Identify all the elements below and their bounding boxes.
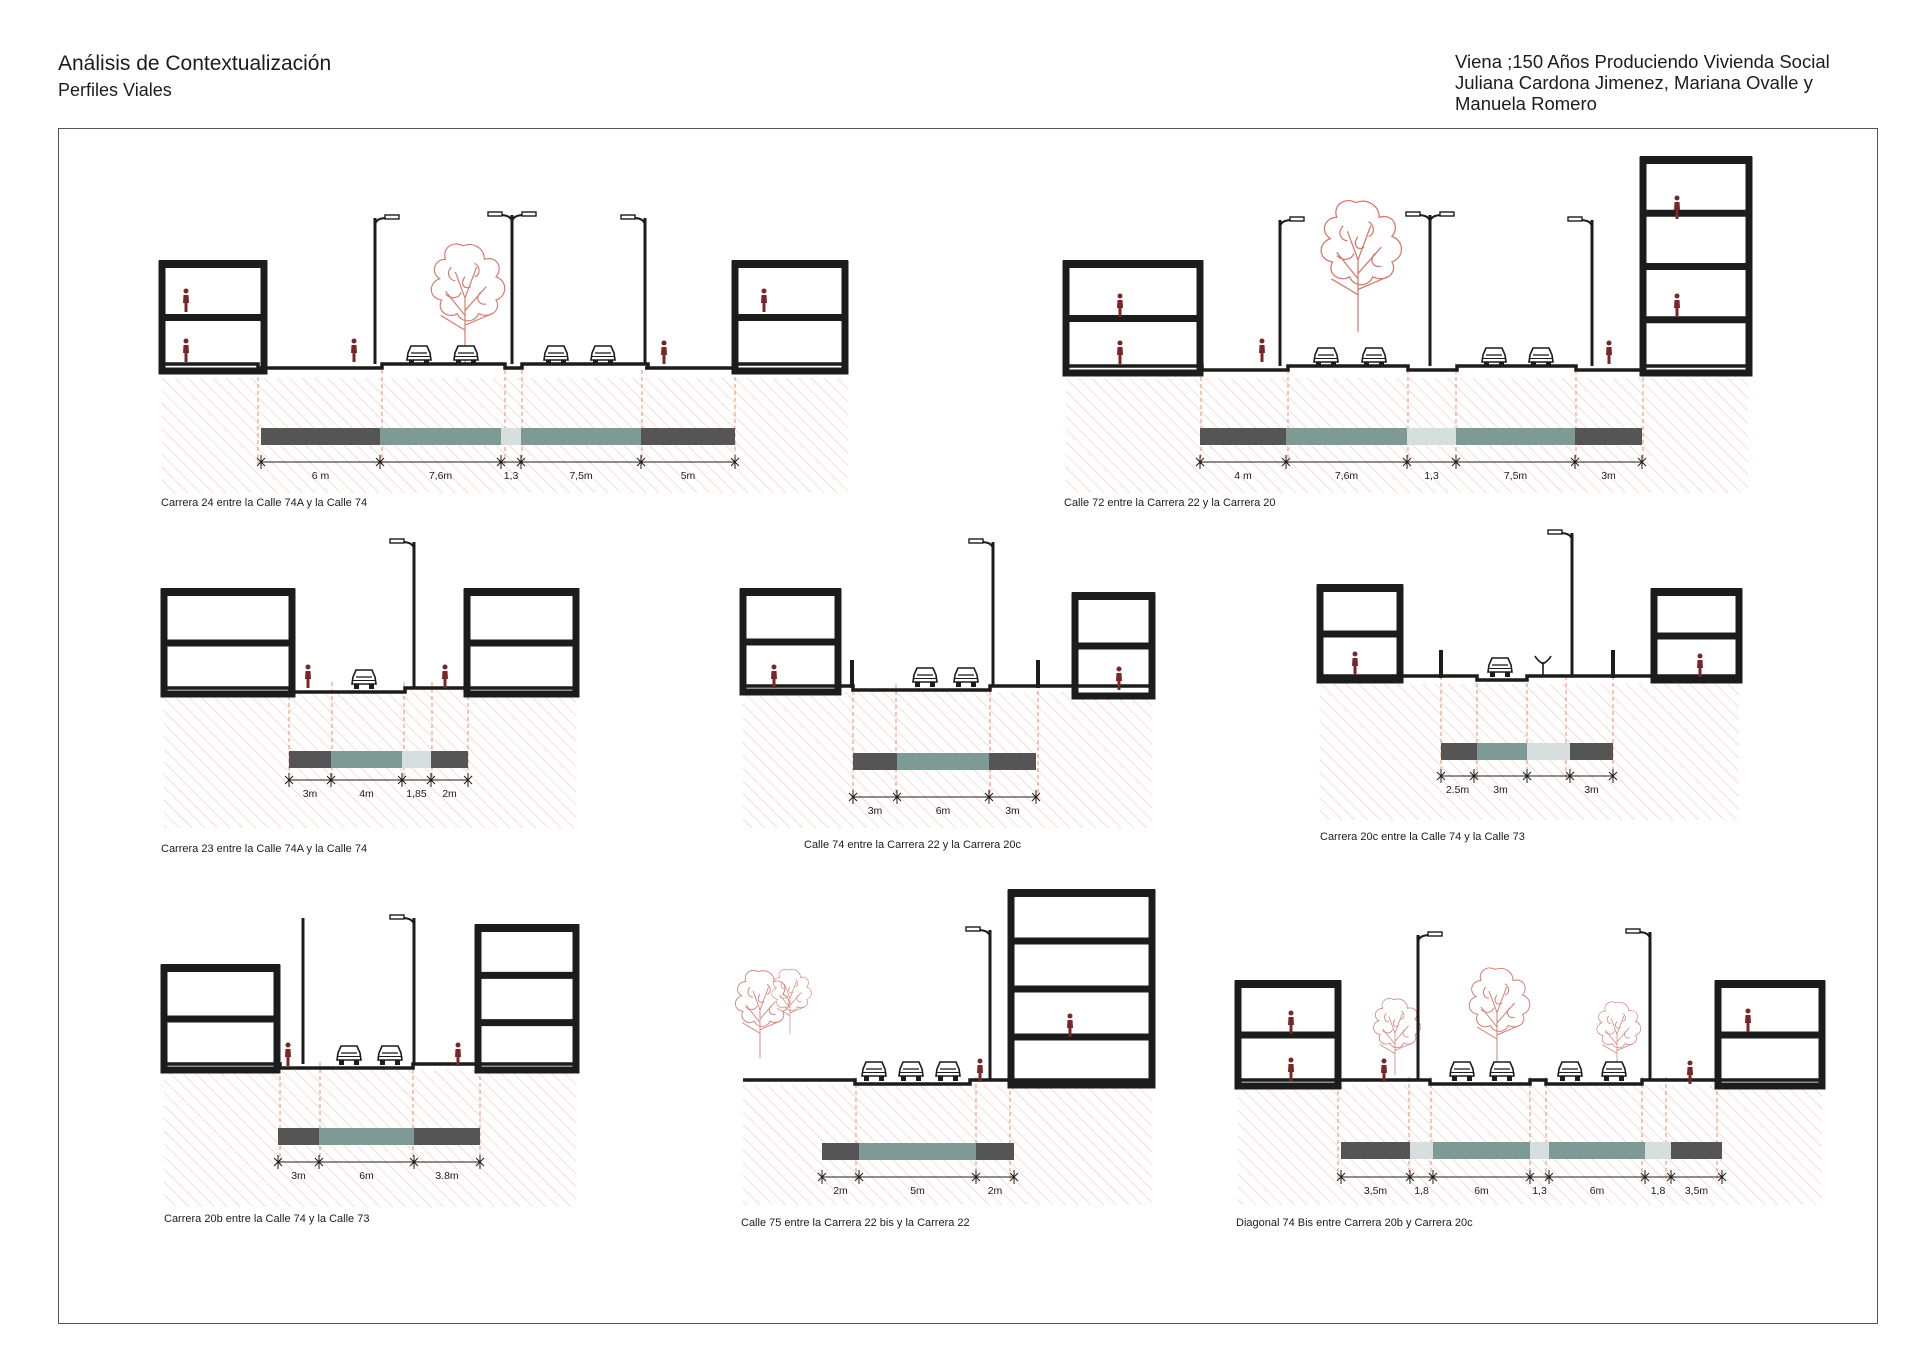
dimension-label: 7,5m — [1503, 470, 1528, 482]
car-icon — [1482, 348, 1506, 367]
building-roof — [1715, 980, 1825, 988]
street-lamp-icon — [969, 539, 993, 686]
section-band-dark — [1671, 1142, 1722, 1159]
dimension-label: 1,8 — [1414, 1185, 1429, 1197]
section-band-light — [1407, 428, 1456, 445]
building-roof — [161, 964, 280, 972]
street-lamp-icon — [966, 927, 990, 1080]
street-lamp-icon — [1548, 530, 1572, 676]
person-icon — [305, 665, 311, 689]
person-icon — [351, 339, 357, 363]
dimension-label: 3m — [1005, 805, 1020, 817]
dimension-label: 4 m — [1234, 470, 1252, 482]
street-lamp-icon — [1418, 932, 1442, 1080]
building-icon — [740, 588, 841, 692]
profile-caption: Carrera 23 entre la Calle 74A y la Calle 74 — [161, 843, 368, 855]
section-band-dark — [431, 751, 468, 768]
car-icon — [1602, 1062, 1626, 1081]
building-icon — [161, 964, 280, 1070]
street-profile-p7 — [735, 889, 1155, 1229]
dimension-label: 6m — [359, 1170, 374, 1182]
dimension-label: 6 m — [311, 470, 330, 482]
car-icon — [378, 1046, 402, 1065]
lamp-head — [385, 215, 399, 219]
building-roof — [464, 588, 579, 596]
section-band-dark — [1341, 1142, 1410, 1159]
dimension-label: 1,8 — [1650, 1185, 1666, 1197]
building-roof — [1317, 584, 1403, 592]
lamp-head — [621, 215, 635, 219]
dimension-label: 3m — [1493, 784, 1508, 796]
section-band-green — [897, 753, 989, 770]
street-profile-p3 — [161, 539, 579, 855]
section-band-dark — [1570, 743, 1613, 760]
tree-icon — [1469, 968, 1530, 1067]
section-band-green — [521, 428, 641, 445]
dimension-label: 3m — [291, 1170, 306, 1182]
dimension-label: 6m — [1589, 1185, 1605, 1197]
dimension-label: 3,5m — [1684, 1185, 1709, 1197]
dimension-label: 6m — [1474, 1185, 1489, 1197]
dimension-label: 3m — [1601, 470, 1616, 482]
dimension-label: 5m — [910, 1185, 925, 1197]
building-roof — [740, 588, 841, 596]
dimension-label: 4m — [359, 788, 374, 800]
lamp-head — [390, 539, 404, 543]
building-roof — [1651, 588, 1742, 596]
section-band-dark — [822, 1143, 859, 1160]
dimension-label: 2m — [833, 1185, 848, 1197]
section-band-dark — [261, 428, 380, 445]
lamp-head — [390, 915, 404, 919]
person-icon — [285, 1043, 291, 1067]
street-lamp-icon — [1406, 212, 1454, 366]
bollard-post — [1439, 650, 1443, 678]
section-band-green — [380, 428, 501, 445]
street-lamp-icon — [488, 212, 536, 364]
street-profile-p2 — [1063, 156, 1752, 509]
dimension-label: 5m — [680, 470, 696, 482]
lamp-head — [1428, 932, 1442, 936]
street-lamp-icon — [621, 215, 645, 364]
dimension-label: 2m — [442, 788, 457, 800]
car-icon — [862, 1062, 886, 1081]
car-icon — [1490, 1062, 1514, 1081]
building-icon — [732, 260, 848, 371]
building-roof — [1063, 260, 1203, 268]
car-icon — [544, 346, 568, 365]
lamp-head — [488, 212, 502, 216]
car-icon — [1450, 1062, 1474, 1081]
car-icon — [407, 346, 431, 365]
street-profile-p6 — [161, 915, 579, 1225]
building-icon — [161, 588, 295, 694]
section-band-light — [501, 428, 521, 445]
bollard-post — [1036, 660, 1040, 688]
street-lamp-icon — [375, 215, 399, 364]
building-icon — [464, 588, 579, 694]
section-band-dark — [1441, 743, 1477, 760]
building-icon — [1651, 588, 1742, 680]
building-icon — [1715, 980, 1825, 1086]
dimension-label: 1,85 — [406, 788, 427, 800]
street-profile-p8 — [1235, 929, 1825, 1229]
building-roof — [1640, 156, 1752, 164]
lamp-head — [1290, 217, 1304, 221]
bollard-post — [850, 660, 854, 688]
building-icon — [159, 260, 267, 371]
section-band-dark — [414, 1128, 480, 1145]
car-icon — [454, 346, 478, 365]
profile-caption: Calle 72 entre la Carrera 22 y la Carrera 20 — [1064, 497, 1276, 509]
building-roof — [159, 260, 267, 268]
dimension-label: 2m — [987, 1185, 1003, 1197]
car-icon — [1529, 348, 1553, 367]
building-walls — [478, 928, 576, 1070]
profile-caption: Carrera 20b entre la Calle 74 y la Calle 73 — [164, 1213, 370, 1225]
sapling-icon — [1535, 656, 1551, 676]
building-icon — [1640, 156, 1752, 373]
building-roof — [161, 588, 295, 596]
section-band-green — [859, 1143, 976, 1160]
dimension-label: 3m — [302, 788, 318, 800]
dimension-label: 1,3 — [1424, 470, 1439, 482]
street-profile-p5 — [1317, 530, 1742, 843]
section-band-green — [1433, 1142, 1530, 1159]
tree-icon — [772, 969, 812, 1034]
sapling-stem — [1535, 656, 1551, 676]
section-band-green — [1456, 428, 1575, 445]
street-profile-p1 — [159, 212, 848, 509]
section-band-dark — [1575, 428, 1642, 445]
section-band-dark — [641, 428, 735, 445]
project-line-3: Manuela Romero — [1455, 93, 1597, 114]
dimension-label: 3m — [867, 805, 883, 817]
lamp-head — [1568, 217, 1582, 221]
car-icon — [337, 1046, 361, 1065]
dimension-label: 7,6m — [1334, 470, 1359, 482]
street-lamp-icon — [390, 915, 414, 1064]
car-icon — [899, 1062, 923, 1081]
dimension-label: 2.5m — [1445, 784, 1470, 796]
dimension-label: 3.8m — [435, 1170, 459, 1182]
tree-icon — [1321, 201, 1401, 332]
person-icon — [1259, 339, 1265, 363]
profile-caption: Carrera 24 entre la Calle 74A y la Calle 74 — [161, 497, 368, 509]
car-icon — [352, 670, 376, 689]
dimension-label: 1,3 — [1532, 1185, 1547, 1197]
profile-caption: Diagonal 74 Bis entre Carrera 20b y Carrera 20c — [1236, 1217, 1473, 1229]
tree-icon — [735, 970, 789, 1058]
dimension-label: 3m — [1584, 784, 1599, 796]
person-icon — [661, 341, 667, 365]
profile-caption: Calle 74 entre la Carrera 22 y la Carrera 20c — [804, 839, 1022, 851]
section-band-dark — [1200, 428, 1286, 445]
building-roof — [475, 924, 579, 932]
car-icon — [913, 668, 937, 687]
street-lamp-icon — [1280, 217, 1304, 366]
lamp-head — [1548, 530, 1562, 534]
section-band-dark — [976, 1143, 1014, 1160]
car-icon — [1362, 348, 1386, 367]
section-band-light — [1530, 1142, 1549, 1159]
person-icon — [1606, 341, 1612, 365]
profile-caption: Calle 75 entre la Carrera 22 bis y la Carrera 22 — [741, 1217, 970, 1229]
tree-icon — [1373, 999, 1420, 1076]
section-band-green — [1477, 743, 1527, 760]
page-title: Análisis de Contextualización — [58, 52, 332, 75]
street-lamp-icon — [1626, 929, 1650, 1080]
car-icon — [1314, 348, 1338, 367]
car-icon — [591, 346, 615, 365]
building-roof — [1235, 980, 1341, 988]
dimension-label: 7,5m — [569, 470, 593, 482]
street-lamp-icon — [390, 539, 414, 688]
lamp-head — [1406, 212, 1420, 216]
section-band-dark — [853, 753, 897, 770]
page-subtitle: Perfiles Viales — [58, 80, 172, 100]
dimension-label: 1,3 — [503, 470, 519, 482]
street-profile-p4 — [740, 539, 1155, 851]
lamp-head — [522, 212, 536, 216]
section-band-green — [1286, 428, 1407, 445]
project-line-2: Juliana Cardona Jimenez, Mariana Ovalle y — [1455, 72, 1813, 93]
building-icon — [1317, 584, 1403, 680]
street-lamp-icon — [1568, 217, 1592, 366]
project-line-1: Viena ;150 Años Produciendo Vivienda Social — [1455, 51, 1830, 72]
section-band-light — [1645, 1142, 1671, 1159]
car-icon — [936, 1062, 960, 1081]
section-band-green — [1549, 1142, 1645, 1159]
building-icon — [1063, 260, 1203, 373]
lamp-head — [969, 539, 983, 543]
section-band-dark — [989, 753, 1036, 770]
section-band-dark — [278, 1128, 319, 1145]
section-band-green — [331, 751, 402, 768]
person-icon — [442, 665, 448, 689]
building-icon — [475, 924, 579, 1070]
lamp-head — [1440, 212, 1454, 216]
section-band-light — [1410, 1142, 1433, 1159]
building-icon — [1072, 592, 1155, 696]
car-icon — [1488, 658, 1512, 677]
dimension-label: 3,5m — [1363, 1185, 1388, 1197]
lamp-head — [966, 927, 980, 931]
section-band-light — [402, 751, 431, 768]
section-band-light — [1527, 743, 1570, 760]
building-roof — [732, 260, 848, 268]
car-icon — [1558, 1062, 1582, 1081]
dimension-label: 7,6m — [428, 470, 453, 482]
building-roof — [1072, 592, 1155, 600]
car-icon — [954, 668, 978, 687]
bollard-post — [1611, 650, 1615, 678]
building-icon — [1235, 980, 1341, 1086]
building-icon — [1008, 889, 1155, 1085]
section-band-green — [319, 1128, 414, 1145]
section-band-dark — [289, 751, 331, 768]
profile-caption: Carrera 20c entre la Calle 74 y la Calle 73 — [1320, 831, 1525, 843]
lamp-head — [1626, 929, 1640, 933]
dimension-label: 6m — [935, 805, 951, 817]
building-roof — [1008, 889, 1155, 897]
